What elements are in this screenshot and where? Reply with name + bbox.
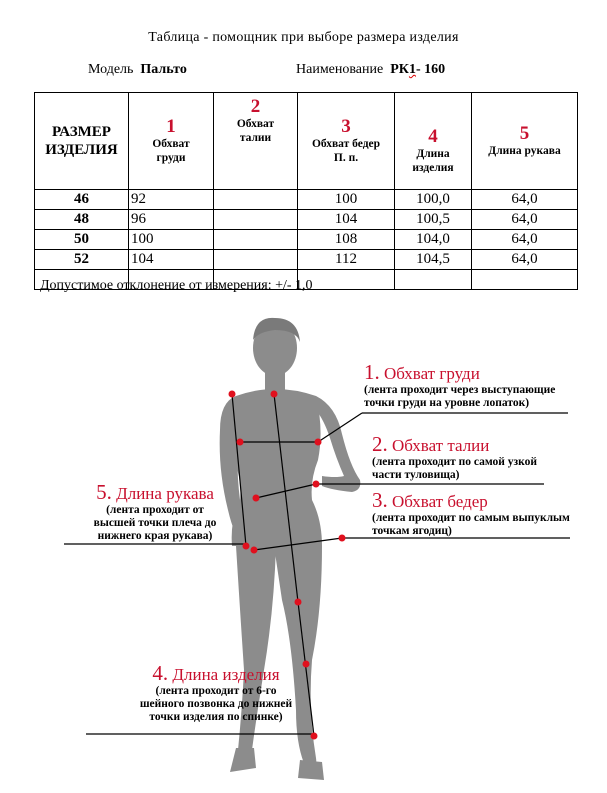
length-cell: 104,5	[395, 250, 472, 270]
model-value: Пальто	[140, 62, 187, 77]
chest-callout: 1. Обхват груди (лента проходит через выступающие точки груди на уровне лопаток)	[364, 360, 556, 409]
name-line	[296, 62, 445, 78]
name-label: Наименование	[296, 62, 384, 77]
length-cell	[395, 270, 472, 290]
waist-column-header: 2 Обхват талии	[214, 93, 298, 190]
length-column-header: 4 Длина изделия	[395, 93, 472, 190]
chest-cell: 100	[129, 230, 214, 250]
tolerance-note: Допустимое отклонение от измерения: +/- 1,0	[40, 278, 313, 293]
table-row	[35, 190, 578, 210]
chest-cell: 96	[129, 210, 214, 230]
waist-callout: 2. Обхват талии (лента проходит по самой узкой части туловища)	[372, 432, 538, 481]
size-table	[34, 92, 578, 290]
table-header-row	[35, 93, 578, 190]
waist-cell	[214, 230, 298, 250]
size-cell: 46	[35, 190, 129, 210]
table-row	[35, 230, 578, 250]
page-title: Таблица - помощник при выборе размера изделия	[148, 30, 459, 45]
table-row	[35, 250, 578, 270]
sleeve-cell: 64,0	[472, 210, 578, 230]
sleeve-cell: 64,0	[472, 190, 578, 210]
sleeve-cell	[472, 270, 578, 290]
chest-cell: 104	[129, 250, 214, 270]
hips-callout: 3. Обхват бедер (лента проходит по самым выпуклым точкам ягодиц)	[372, 488, 570, 537]
length-cell: 100,5	[395, 210, 472, 230]
waist-cell	[214, 190, 298, 210]
hips-cell: 104	[298, 210, 395, 230]
hips-cell: 112	[298, 250, 395, 270]
sleeve-cell: 64,0	[472, 250, 578, 270]
sleeve-cell: 64,0	[472, 230, 578, 250]
hips-column-header: 3 Обхват бедер П. п.	[298, 93, 395, 190]
size-column-header: РАЗМЕР ИЗДЕЛИЯ	[35, 93, 129, 190]
length-cell: 100,0	[395, 190, 472, 210]
chest-cell: 92	[129, 190, 214, 210]
size-cell: 48	[35, 210, 129, 230]
chest-column-header: 1 Обхват груди	[129, 93, 214, 190]
length-callout: 4. Длина изделия (лента проходит от 6-го шейного позвонка до нижней точки изделия по спинке)	[139, 661, 293, 723]
hips-cell: 108	[298, 230, 395, 250]
name-value: РК1- 160	[390, 62, 446, 77]
waist-cell	[214, 210, 298, 230]
size-cell: 52	[35, 250, 129, 270]
table-row	[35, 210, 578, 230]
sleeve-callout: 5. Длина рукава (лента проходит от высшей точки плеча до нижнего края рукава)	[93, 480, 217, 542]
length-cell: 104,0	[395, 230, 472, 250]
model-line	[88, 62, 187, 78]
size-cell: 50	[35, 230, 129, 250]
model-label: Модель	[88, 62, 134, 77]
hips-cell: 100	[298, 190, 395, 210]
sleeve-column-header: 5 Длина рукава	[472, 93, 578, 190]
waist-cell	[214, 250, 298, 270]
